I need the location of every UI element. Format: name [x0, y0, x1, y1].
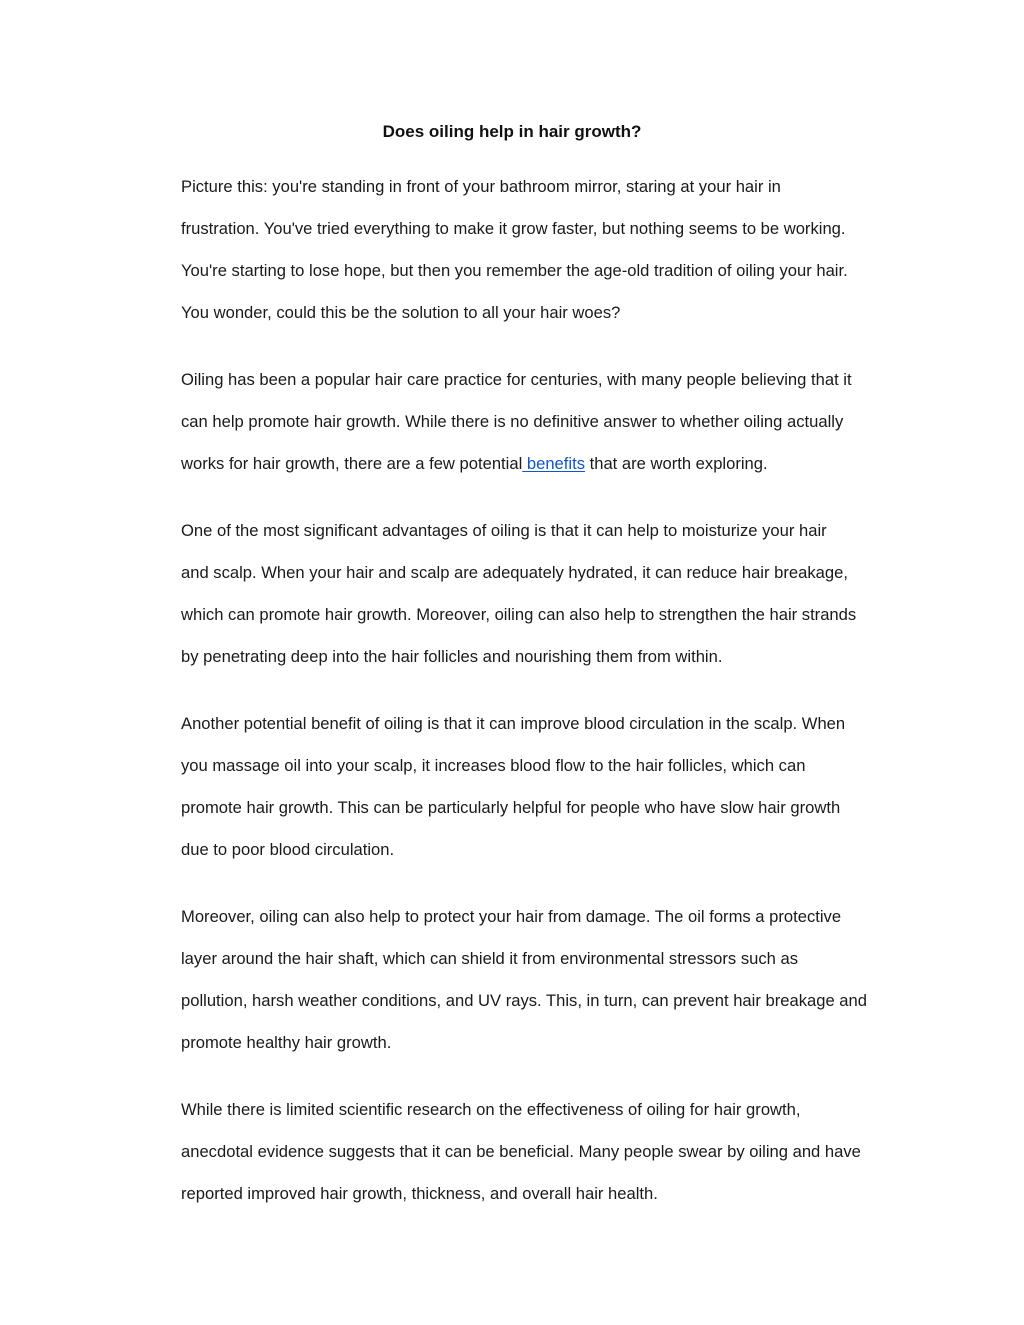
document-body [181, 166, 905, 1215]
text-line-with-link [181, 443, 905, 485]
text-line: One of the most significant advantages of oiling is that it can help to moisturize your hair [181, 521, 827, 540]
text-line: While there is limited scientific research on the effectiveness of oiling for hair growth, [181, 1100, 801, 1119]
document-title: Does oiling help in hair growth? [382, 122, 642, 141]
text-line: Picture this: you're standing in front of your bathroom mirror, staring at your hair in [181, 177, 781, 196]
text-line: reported improved hair growth, thickness, and overall hair health. [181, 1184, 658, 1203]
text-line: frustration. You've tried everything to make it grow faster, but nothing seems to be working. [181, 219, 846, 238]
paragraph-protection [181, 896, 905, 1064]
link-line-after: that are worth exploring. [585, 454, 768, 473]
text-line: you massage oil into your scalp, it increases blood flow to the hair follicles, which can [181, 756, 806, 775]
text-line: and scalp. When your hair and scalp are adequately hydrated, it can reduce hair breakage, [181, 563, 848, 582]
text-line: layer around the hair shaft, which can shield it from environmental stressors such as [181, 949, 799, 968]
text-line: Moreover, oiling can also help to protect your hair from damage. The oil forms a protective [181, 907, 842, 926]
text-line: can help promote hair growth. While there is no definitive answer to whether oiling actually [181, 412, 844, 431]
paragraph-intro [181, 166, 905, 334]
paragraph-moisturize [181, 510, 905, 678]
text-line: Oiling has been a popular hair care practice for centuries, with many people believing that it [181, 370, 852, 389]
text-line: You're starting to lose hope, but then you remember the age-old tradition of oiling your hair. [181, 261, 848, 280]
text-line: You wonder, could this be the solution to all your hair woes? [181, 303, 621, 322]
benefits-link[interactable]: benefits [522, 454, 585, 473]
text-line: Another potential benefit of oiling is that it can improve blood circulation in the scalp. When [181, 714, 846, 733]
text-line: promote hair growth. This can be particularly helpful for people who have slow hair growth [181, 798, 841, 817]
paragraph-popular-practice [181, 359, 905, 485]
text-line: promote healthy hair growth. [181, 1033, 392, 1052]
paragraph-circulation [181, 703, 905, 871]
text-line: which can promote hair growth. Moreover, oiling can also help to strengthen the hair strands [181, 605, 857, 624]
text-line: pollution, harsh weather conditions, and UV rays. This, in turn, can prevent hair breakage and [181, 991, 867, 1010]
text-line: by penetrating deep into the hair follicles and nourishing them from within. [181, 647, 723, 666]
paragraph-research [181, 1089, 905, 1215]
text-line: due to poor blood circulation. [181, 840, 395, 859]
link-line-before: works for hair growth, there are a few potential [181, 454, 523, 473]
text-line: anecdotal evidence suggests that it can be beneficial. Many people swear by oiling and have [181, 1142, 861, 1161]
